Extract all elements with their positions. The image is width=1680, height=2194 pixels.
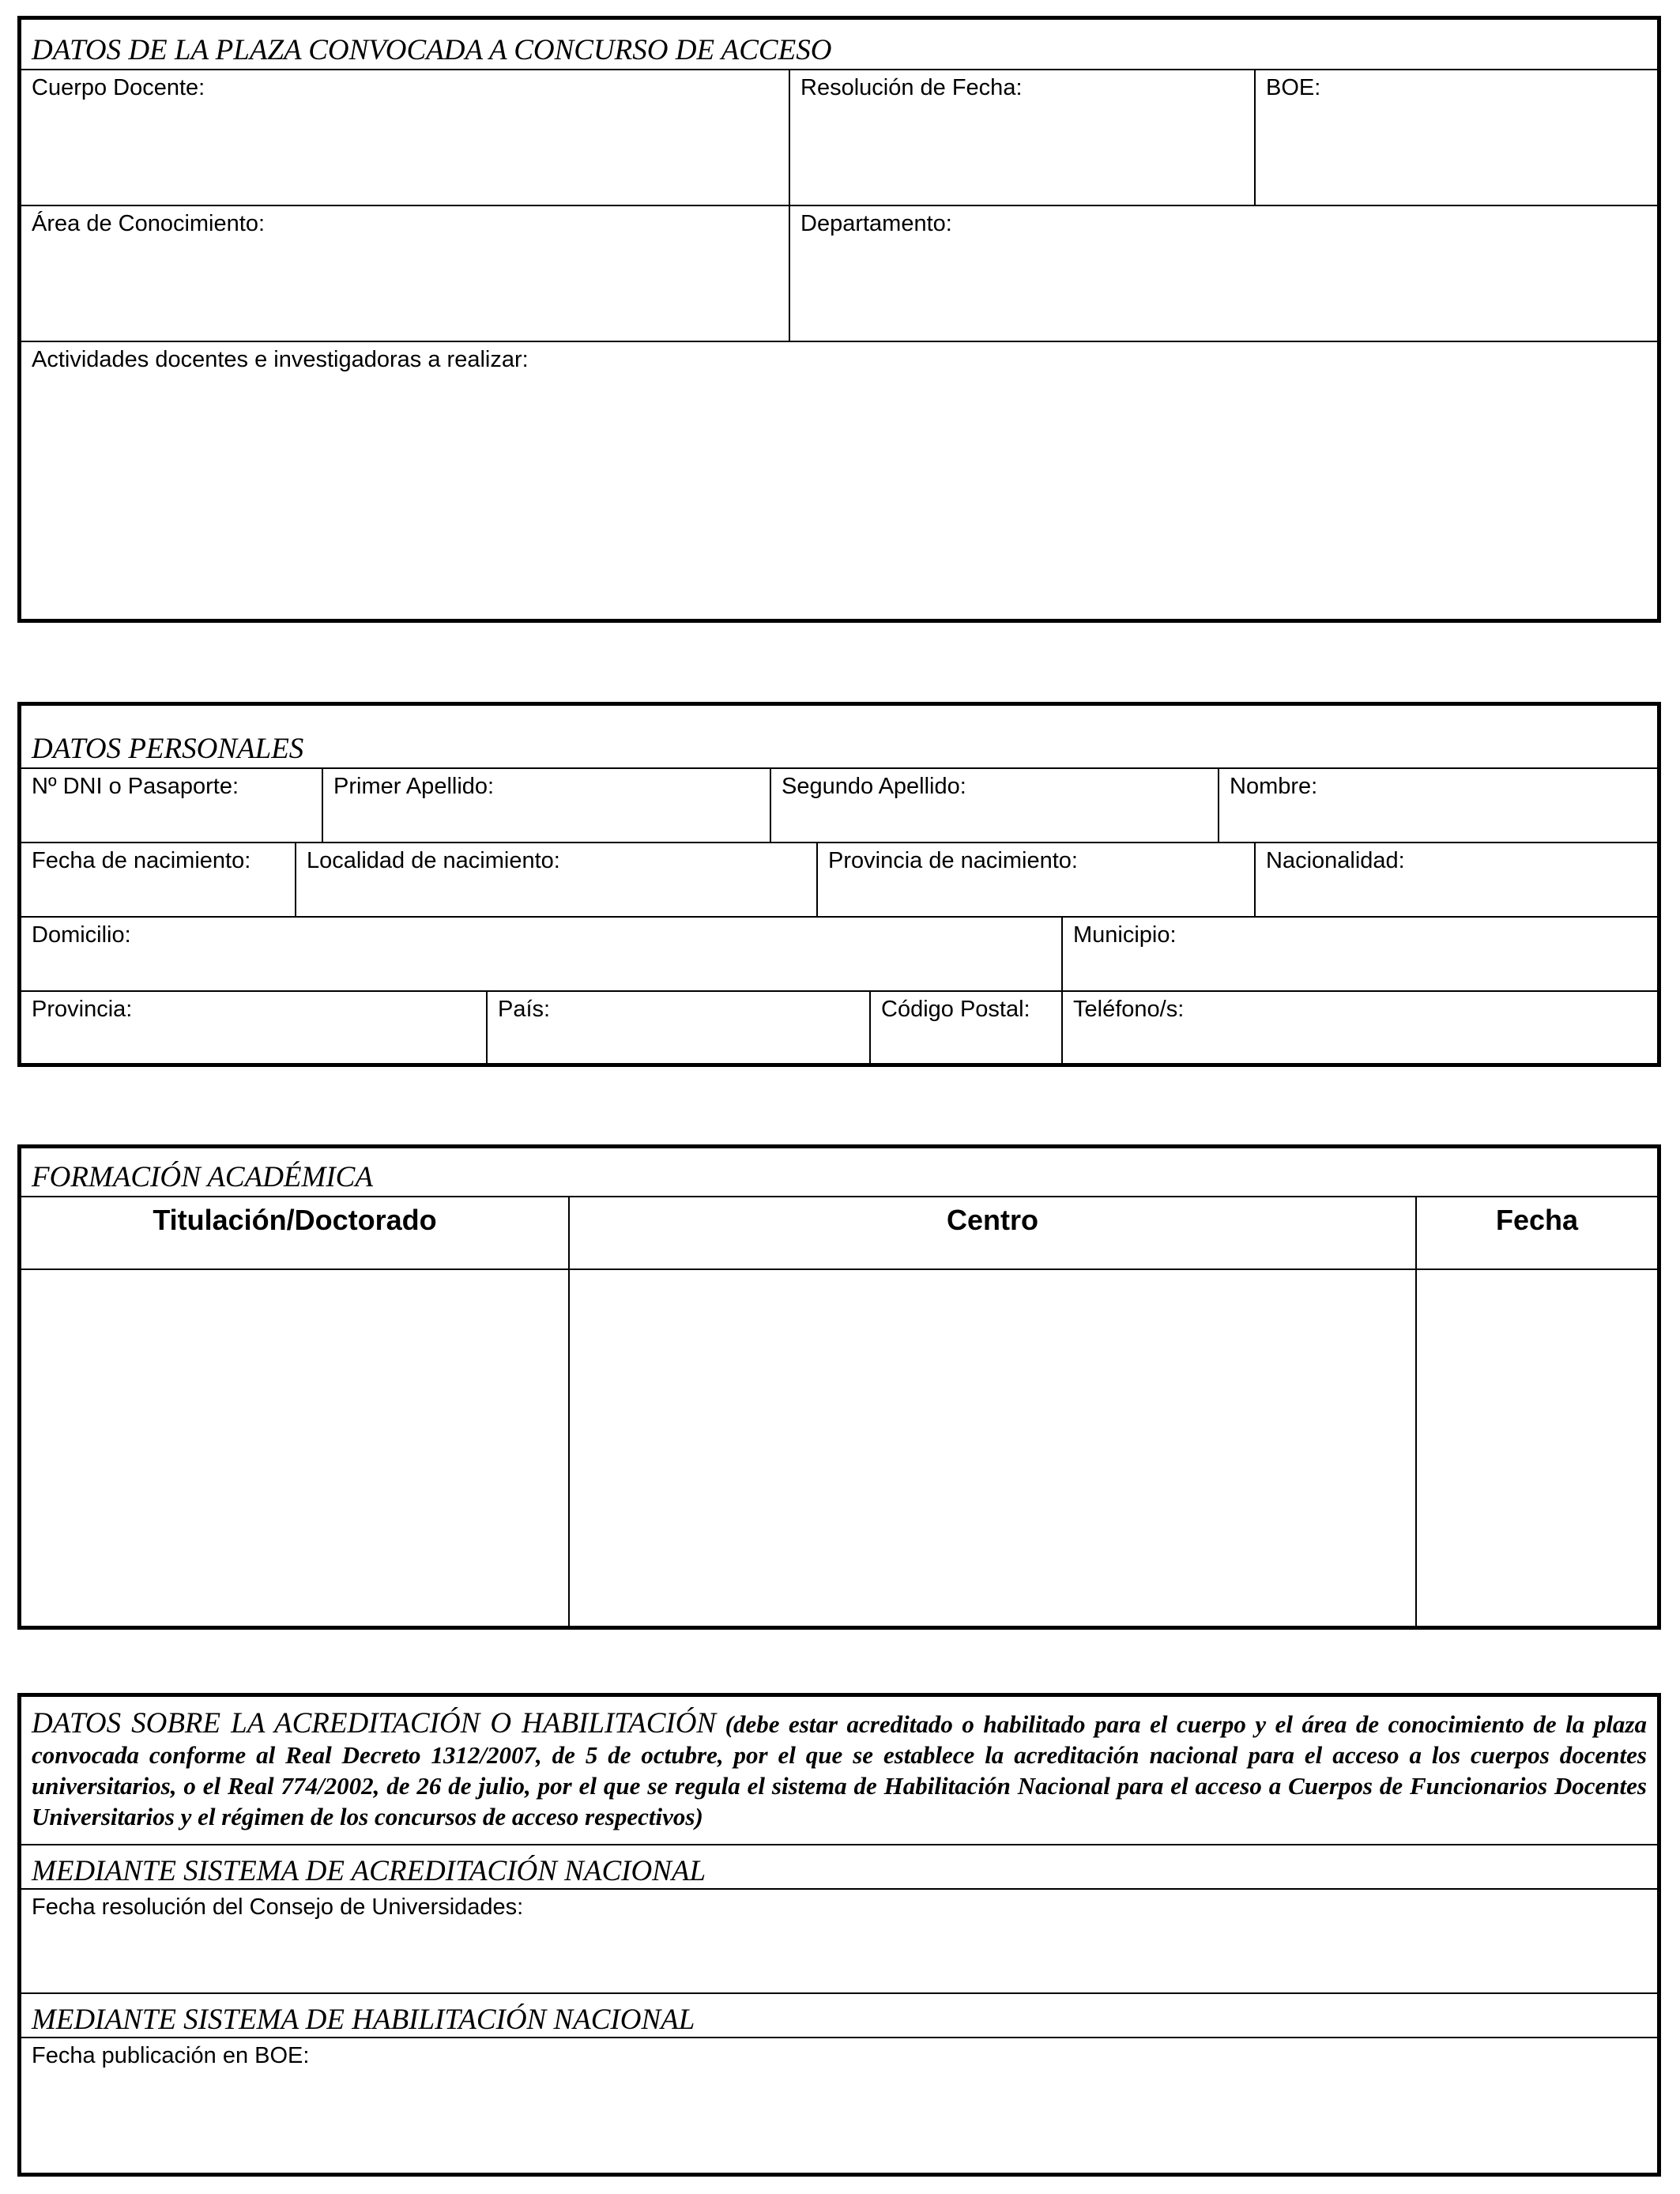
- boe-label: BOE:: [1266, 75, 1321, 100]
- acreditacion-nacional-title: MEDIANTE SISTEMA DE ACREDITACIÓN NACIONAL: [32, 1855, 706, 1887]
- personales-row-3: [21, 916, 1657, 992]
- pais-field[interactable]: [486, 992, 869, 1063]
- habilitacion-subtitle-row: [21, 1992, 1657, 2038]
- provincia-nacimiento-label: Provincia de nacimiento:: [828, 848, 1078, 873]
- codigo-postal-field[interactable]: [869, 992, 1061, 1063]
- titulacion-header-label: Titulación/Doctorado: [153, 1204, 437, 1236]
- acreditacion-title-row: [21, 1697, 1657, 1844]
- provincia-label: Provincia:: [32, 997, 133, 1022]
- fecha-publicacion-label: Fecha publicación en BOE:: [32, 2043, 310, 2068]
- cuerpo-docente-field[interactable]: [21, 70, 789, 206]
- plaza-title-row: [21, 20, 1657, 69]
- dni-label: Nº DNI o Pasaporte:: [32, 774, 239, 799]
- fecha-resolucion-field[interactable]: [21, 1890, 1657, 1994]
- acreditacion-note: (debe estar acreditado o habilitado para el cuerpo y el área de conocimiento de la plaza convocada conforme al Real Decreto 1312/2007, de 5 de octubre, por el que se establece la acreditación nacional para el acceso a los cuerpos docentes universitarios, o el Real 774/2002, de 26 de julio, por el que se regula el sistema de Habilitación Nacional para el acceso a Cuerpos de Funcionarios Docentes Universitarios y el régimen de los concursos de acceso respectivos): [32, 1710, 1648, 1830]
- formacion-title: FORMACIÓN ACADÉMICA: [32, 1161, 373, 1193]
- fecha-publicacion-row: [21, 2037, 1657, 2173]
- telefono-label: Teléfono/s:: [1073, 997, 1185, 1022]
- fecha-nacimiento-label: Fecha de nacimiento:: [32, 848, 251, 873]
- pais-label: País:: [498, 997, 551, 1022]
- formacion-title-row: [21, 1148, 1657, 1196]
- titulacion-column-header: [21, 1197, 568, 1270]
- nombre-field[interactable]: [1218, 769, 1657, 843]
- localidad-nacimiento-label: Localidad de nacimiento:: [307, 848, 560, 873]
- provincia-field[interactable]: [21, 992, 486, 1063]
- area-conocimiento-label: Área de Conocimiento:: [32, 211, 265, 236]
- nacionalidad-field[interactable]: [1254, 843, 1657, 918]
- area-conocimiento-field[interactable]: [21, 206, 789, 342]
- personales-row-2: [21, 842, 1657, 918]
- municipio-field[interactable]: [1061, 918, 1657, 992]
- fecha-resolucion-label: Fecha resolución del Consejo de Universidades:: [32, 1894, 524, 1920]
- codigo-postal-label: Código Postal:: [881, 997, 1030, 1022]
- fecha-resolucion-row: [21, 1888, 1657, 1994]
- fecha-column-header: [1415, 1197, 1657, 1270]
- provincia-nacimiento-field[interactable]: [816, 843, 1254, 918]
- nacionalidad-label: Nacionalidad:: [1266, 848, 1405, 873]
- plaza-row-2: [21, 205, 1657, 342]
- acreditacion-subtitle-row: [21, 1844, 1657, 1890]
- dni-field[interactable]: [21, 769, 322, 843]
- primer-apellido-label: Primer Apellido:: [333, 774, 495, 799]
- centro-entries[interactable]: [568, 1270, 1415, 1626]
- domicilio-label: Domicilio:: [32, 922, 131, 948]
- resolucion-fecha-label: Resolución de Fecha:: [800, 75, 1023, 100]
- nombre-label: Nombre:: [1230, 774, 1318, 799]
- fecha-publicacion-field[interactable]: [21, 2038, 1657, 2173]
- centro-header-label: Centro: [947, 1204, 1038, 1236]
- plaza-row-1: [21, 69, 1657, 206]
- acreditacion-section: [17, 1693, 1661, 2177]
- fecha-nacimiento-field[interactable]: [21, 843, 295, 918]
- cuerpo-docente-label: Cuerpo Docente:: [32, 75, 205, 100]
- personales-title: DATOS PERSONALES: [32, 733, 304, 765]
- actividades-field[interactable]: [21, 342, 1657, 619]
- fecha-entries[interactable]: [1415, 1270, 1657, 1626]
- personales-title-row: [21, 706, 1657, 767]
- formacion-section: [17, 1144, 1661, 1630]
- titulacion-entries[interactable]: [21, 1270, 568, 1626]
- personales-section: [17, 702, 1661, 1067]
- formacion-header-row: [21, 1196, 1657, 1270]
- segundo-apellido-label: Segundo Apellido:: [782, 774, 966, 799]
- acreditacion-title: DATOS SOBRE LA ACREDITACIÓN O HABILITACIÓN: [32, 1707, 717, 1740]
- fecha-header-label: Fecha: [1495, 1204, 1579, 1236]
- personales-row-1: [21, 767, 1657, 843]
- formacion-body-row: [21, 1269, 1657, 1626]
- resolucion-fecha-field[interactable]: [789, 70, 1254, 206]
- personales-row-4: [21, 990, 1657, 1063]
- habilitacion-nacional-title: MEDIANTE SISTEMA DE HABILITACIÓN NACIONAL: [32, 2004, 695, 2036]
- departamento-field[interactable]: [789, 206, 1657, 342]
- primer-apellido-field[interactable]: [322, 769, 770, 843]
- acreditacion-description: [32, 1708, 1647, 1832]
- domicilio-field[interactable]: [21, 918, 1061, 992]
- municipio-label: Municipio:: [1073, 922, 1177, 948]
- plaza-title: DATOS DE LA PLAZA CONVOCADA A CONCURSO DE ACCESO: [32, 34, 832, 66]
- boe-field[interactable]: [1254, 70, 1657, 206]
- plaza-section: [17, 16, 1661, 623]
- centro-column-header: [568, 1197, 1415, 1270]
- localidad-nacimiento-field[interactable]: [295, 843, 816, 918]
- actividades-label: Actividades docentes e investigadoras a realizar:: [32, 347, 529, 372]
- plaza-row-3: [21, 341, 1657, 619]
- telefono-field[interactable]: [1061, 992, 1657, 1063]
- departamento-label: Departamento:: [800, 211, 952, 236]
- segundo-apellido-field[interactable]: [770, 769, 1218, 843]
